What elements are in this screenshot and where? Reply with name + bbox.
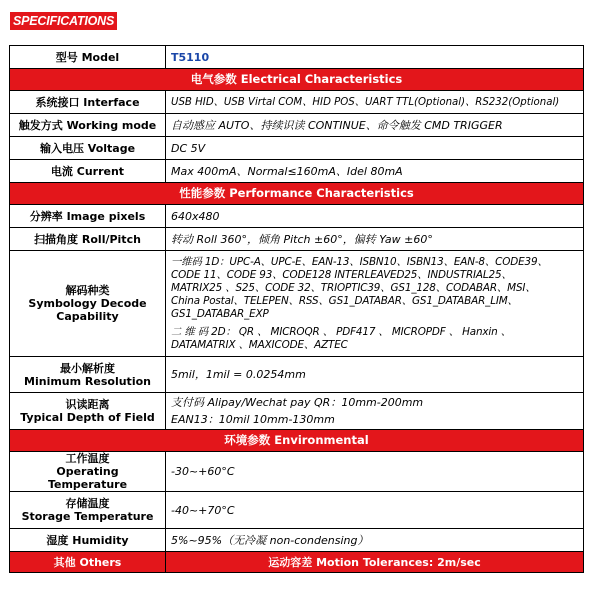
- operating-temp-value: -30~+60°C: [166, 452, 584, 492]
- depth-of-field-label-en: Typical Depth of Field: [20, 411, 155, 424]
- symbology-value: [166, 251, 584, 357]
- row-others: [10, 552, 584, 573]
- section-performance-title: 性能参数 Performance Characteristics: [10, 183, 584, 205]
- operating-temp-label-en: Operating Temperature: [47, 465, 128, 491]
- depth-of-field-label: [10, 393, 166, 430]
- row-roll-pitch: [10, 228, 584, 251]
- image-pixels-label: 分辨率 Image pixels: [10, 205, 166, 228]
- symbology-1d-line: CODE 11、CODE 93、CODE128 INTERLEAVED25、INDUSTRIAL25、: [171, 268, 512, 281]
- symbology-1d-line: MATRIX25 、S25、CODE 32、TRIOPTIC39、GS1_128、CODABAR、MSI、: [171, 281, 536, 294]
- depth-of-field-value: [166, 393, 584, 430]
- row-interface: [10, 91, 584, 114]
- symbology-1d-line: China Postal、TELEPEN、RSS、GS1_DATABAR、GS1_DATABAR_LIM、: [171, 294, 518, 307]
- storage-temp-label: [10, 492, 166, 529]
- image-pixels-value: 640x480: [166, 205, 584, 228]
- current-value: Max 400mA、Normal≤160mA、Idel 80mA: [166, 160, 584, 183]
- voltage-label: 输入电压 Voltage: [10, 137, 166, 160]
- section-electrical: [10, 69, 584, 91]
- interface-value: USB HID、USB Virtal COM、HID POS、UART TTL(Optional)、RS232(Optional): [166, 91, 584, 114]
- row-voltage: [10, 137, 584, 160]
- model-label: 型号 Model: [10, 46, 166, 69]
- row-humidity: [10, 529, 584, 552]
- storage-temp-label-cn: 存储温度: [65, 497, 110, 510]
- symbology-label-en-2: Capability: [56, 310, 119, 323]
- roll-pitch-label: 扫描角度 Roll/Pitch: [10, 228, 166, 251]
- operating-temp-label-cn: 工作温度: [65, 452, 110, 465]
- min-resolution-label: [10, 357, 166, 393]
- row-image-pixels: [10, 205, 584, 228]
- min-resolution-label-cn: 最小解析度: [60, 361, 115, 375]
- voltage-value: DC 5V: [166, 137, 584, 160]
- depth-of-field-line-1: 支付码 Alipay/Wechat pay QR：10mm-200mm: [171, 396, 424, 409]
- operating-temp-label: [10, 452, 166, 492]
- symbology-label-en-1: Symbology Decode: [28, 297, 147, 310]
- row-operating-temp: [10, 452, 584, 492]
- row-min-resolution: [10, 357, 584, 393]
- symbology-2d-line: 二 维 码 2D： QR 、 MICROQR 、 PDF417 、 MICROPDF 、 Hanxin 、: [171, 325, 511, 338]
- row-storage-temp: [10, 492, 584, 529]
- symbology-label-cn: 解码种类: [65, 284, 110, 297]
- humidity-value: 5%~95%（无冷凝 non-condensing）: [166, 529, 584, 552]
- others-label: 其他 Others: [10, 552, 166, 573]
- depth-of-field-line-2: EAN13：10mil 10mm-130mm: [171, 413, 335, 426]
- storage-temp-value: -40~+70°C: [166, 492, 584, 529]
- symbology-1d-line: 一维码 1D：UPC-A、UPC-E、EAN-13、ISBN10、ISBN13、EAN-8、CODE39、: [171, 255, 548, 268]
- row-depth-of-field: [10, 393, 584, 430]
- roll-pitch-value: 转动 Roll 360°，倾角 Pitch ±60°，偏转 Yaw ±60°: [166, 228, 584, 251]
- specifications-heading: SPECIFICATIONS: [10, 12, 117, 30]
- row-model: [10, 46, 584, 69]
- current-label: 电流 Current: [10, 160, 166, 183]
- min-resolution-label-en: Minimum Resolution: [24, 374, 151, 388]
- section-environmental: [10, 430, 584, 452]
- working-mode-value: 自动感应 AUTO、持续识读 CONTINUE、命令触发 CMD TRIGGER: [166, 114, 584, 137]
- section-electrical-title: 电气参数 Electrical Characteristics: [10, 69, 584, 91]
- section-environmental-title: 环境参数 Environmental: [10, 430, 584, 452]
- working-mode-label: 触发方式 Working mode: [10, 114, 166, 137]
- min-resolution-value: 5mil，1mil = 0.0254mm: [166, 357, 584, 393]
- spec-table: [9, 45, 584, 573]
- storage-temp-label-en: Storage Temperature: [21, 510, 154, 523]
- row-current: [10, 160, 584, 183]
- depth-of-field-label-cn: 识读距离: [65, 398, 110, 411]
- row-symbology: [10, 251, 584, 357]
- row-working-mode: [10, 114, 584, 137]
- specifications-heading-wrap: [10, 10, 117, 30]
- model-value: T5110: [166, 46, 584, 69]
- symbology-1d-line: GS1_DATABAR_EXP: [171, 307, 269, 320]
- others-value: 运动容差 Motion Tolerances: 2m/sec: [166, 552, 584, 573]
- section-performance: [10, 183, 584, 205]
- symbology-2d-line: DATAMATRIX 、MAXICODE、AZTEC: [171, 338, 348, 351]
- symbology-label: [10, 251, 166, 357]
- interface-label: 系统接口 Interface: [10, 91, 166, 114]
- humidity-label: 湿度 Humidity: [10, 529, 166, 552]
